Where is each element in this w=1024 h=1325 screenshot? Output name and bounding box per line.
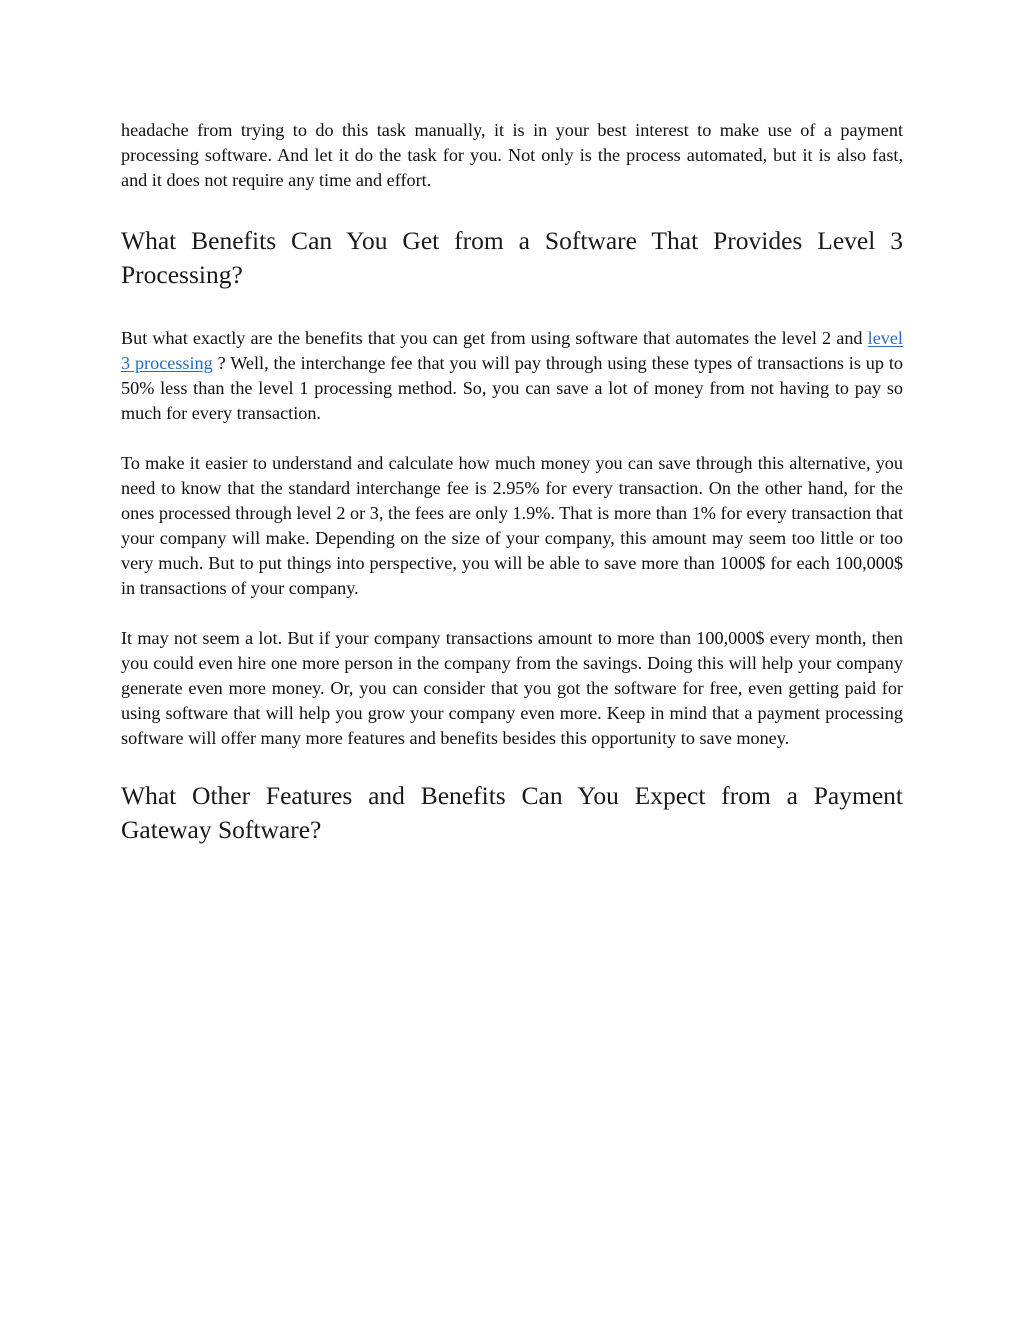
benefits-text-before-link: But what exactly are the benefits that you can get from using software that automates the level 2 and (121, 328, 868, 348)
level-3-processing-link[interactable]: level 3 processing (121, 328, 903, 373)
document-page (121, 118, 903, 847)
features-heading: What Other Features and Benefits Can You Expect from a Payment Gateway Software? (121, 781, 903, 844)
savings-paragraph: It may not seem a lot. But if your company transactions amount to more than 100,000$ every month, then you could even hire one more person in the company from the savings. Doing this will help your company generate even more money. Or, you can consider that you got the software for free, even getting paid for using software that will help you grow your company even more. Keep in mind that a payment processing software will offer many more features and benefits besides this opportunity to save money. (121, 628, 903, 748)
benefits-heading: What Benefits Can You Get from a Software That Provides Level 3 Processing? (121, 226, 903, 289)
benefits-paragraph (121, 326, 903, 426)
intro-paragraph: headache from trying to do this task manually, it is in your best interest to make use of a payment processing software. And let it do the task for you. Not only is the process automated, but it is also fast, and it does not require any time and effort. (121, 120, 903, 190)
benefits-text-after-link: ? Well, the interchange fee that you will pay through using these types of transactions is up to 50% less than the level 1 processing method. So, you can save a lot of money from not having to pay so much for every transaction. (121, 353, 903, 423)
calculation-paragraph: To make it easier to understand and calculate how much money you can save through this alternative, you need to know that the standard interchange fee is 2.95% for every transaction. On the other hand, for the ones processed through level 2 or 3, the fees are only 1.9%. That is more than 1% for every transaction that your company will make. Depending on the size of your company, this amount may seem too little or too very much. But to put things into perspective, you will be able to save more than 1000$ for each 100,000$ in transactions of your company. (121, 453, 903, 598)
